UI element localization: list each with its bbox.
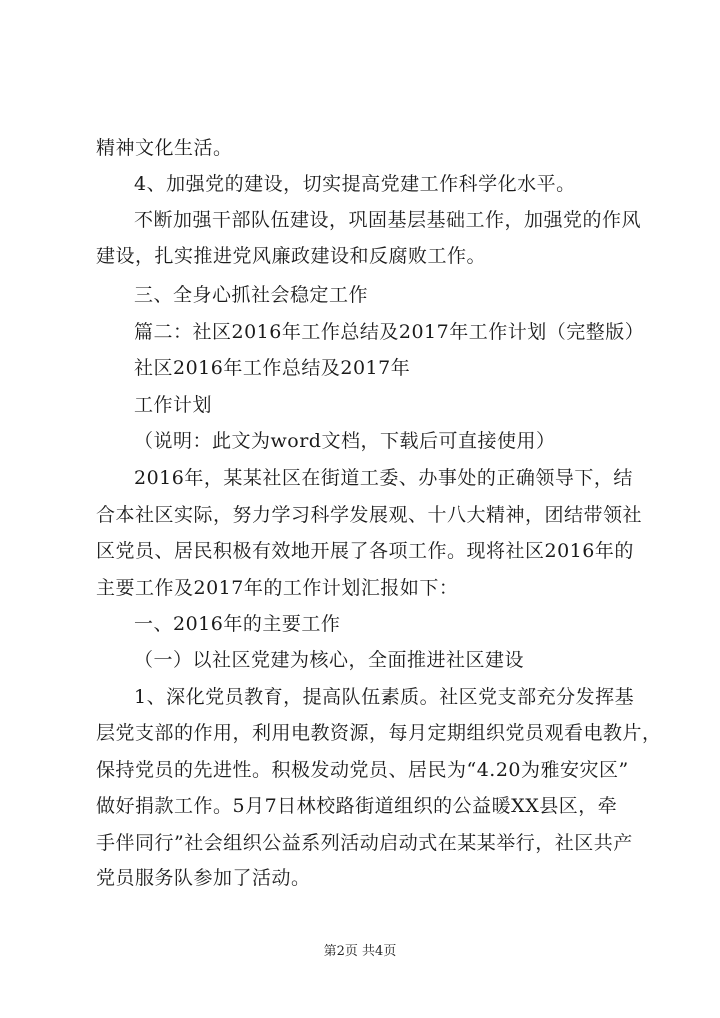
subsection-heading: （一）以社区党建为核心，全面推进社区建设 [134,649,525,671]
text-line: 做好捐款工作。5月7日林校路街道组织的公益暖XX县区，牵 [96,795,618,817]
section-heading: 三、全身心抓社会稳定工作 [134,284,369,306]
note-line: （说明：此文为word文档，下载后可直接使用） [134,430,556,452]
text-line: 建设，扎实推进党风廉政建设和反腐败工作。 [96,245,487,267]
document-title: 工作计划 [134,394,213,416]
text-line: 主要工作及2017年的工作计划汇报如下： [96,577,459,599]
text-line: 不断加强干部队伍建设，巩固基层基础工作，加强党的作风 [134,209,642,231]
text-line: 精神文化生活。 [96,137,233,159]
text-line: 区党员、居民积极有效地开展了各项工作。现将社区2016年的 [96,540,634,562]
text-line: 层党支部的作用，利用电教资源，每月定期组织党员观看电教片， [96,722,662,744]
text-line: 手伴同行”社会组织公益系列活动启动式在某某举行，社区共产 [96,832,633,854]
page-footer: 第2页 共4页 [323,944,397,959]
document-title: 社区2016年工作总结及2017年 [134,357,411,379]
section-heading: 篇二：社区2016年工作总结及2017年工作计划（完整版） [134,321,645,343]
text-line: 保持党员的先进性。积极发动党员、居民为“4.20为雅安灾区” [96,759,629,781]
section-heading: 一、2016年的主要工作 [134,613,341,635]
text-line: 4、加强党的建设，切实提高党建工作科学化水平。 [134,173,576,195]
text-line: 1、深化党员教育，提高队伍素质。社区党支部充分发挥基 [134,686,635,708]
text-line: 合本社区实际，努力学习科学发展观、十八大精神，团结带领社 [96,504,643,526]
text-line: 2016年，某某社区在街道工委、办事处的正确领导下，结 [134,467,633,489]
text-line: 党员服务队参加了活动。 [96,867,311,889]
